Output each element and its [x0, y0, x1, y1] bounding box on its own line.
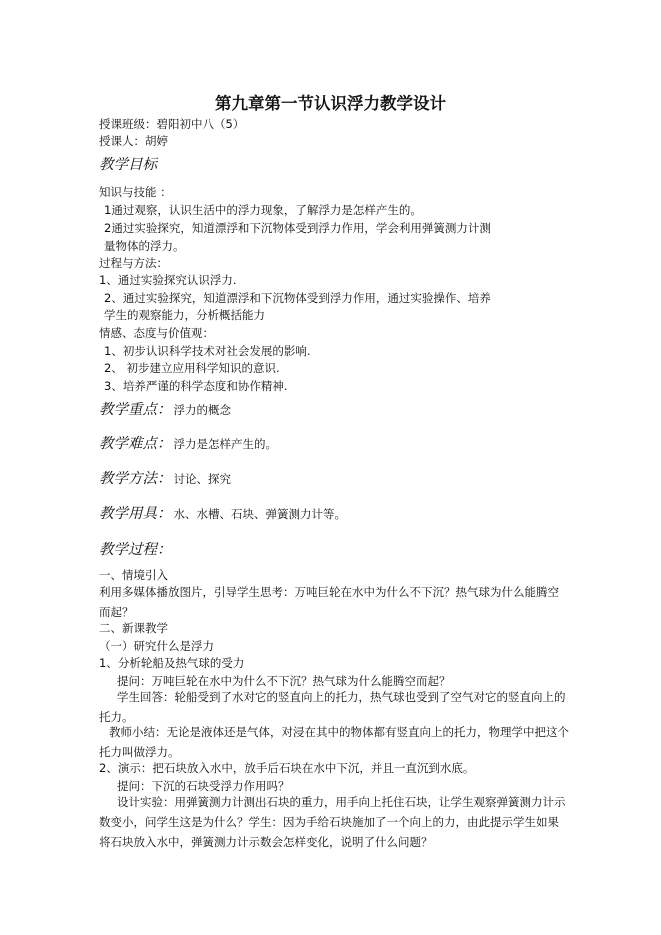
method — [99, 470, 231, 488]
knowledge-label: 知识与技能 ： — [99, 185, 172, 199]
method-value: 讨论、探究 — [173, 472, 231, 486]
question-1: 提问：万吨巨轮在水中为什么不下沉？热气球为什么能腾空而起？ — [117, 674, 451, 688]
experiment-design: 设计实验：用弹簧测力计测出石块的重力，用手向上托住石块，让学生观察弹簧测力计示数变小，问学生这是为什么？学生：因为手给石块施加了一个向上的力，由此提示学生如果将石块放入水中，弹簧测力计示数会怎样变化，说明了什么问题？ — [99, 795, 566, 849]
teacher-summary: 教师小结：无论是液体还是气体，对浸在其中的物体都有竖直向上的托力，物理学中把这个托力叫做浮力。 — [99, 725, 569, 759]
section-2-title: 二、新课教学 — [99, 621, 168, 635]
page-title: 第九章第一节认识浮力教学设计 — [215, 94, 446, 113]
key-point-value: 浮力的概念 — [173, 403, 231, 417]
process-item-2a: 2、通过实验探究，知道漂浮和下沉物体受到浮力作用，通过实验操作、培养 — [104, 291, 491, 305]
question-2: 提问：下沉的石块受浮力作用吗？ — [117, 779, 290, 793]
teacher-line: 授课人：胡婷 — [99, 134, 168, 148]
knowledge-item-2a: 2通过实验探究，知道漂浮和下沉物体受到浮力作用，学会利用弹簧测力计测 — [104, 221, 491, 235]
emotion-item-3: 3、培养严谨的科学态度和协作精神. — [104, 379, 288, 393]
knowledge-item-2b: 量物体的浮力。 — [104, 239, 185, 253]
tools-label: 教学用具： — [99, 506, 172, 522]
difficulty-label: 教学难点： — [99, 436, 172, 452]
difficulty — [99, 435, 277, 453]
answer-1: 学生回答：轮船受到了水对它的竖直向上的托力，热气球也受到了空气对它的竖直向上的托力。 — [99, 690, 566, 724]
emotion-item-2: 2、 初步建立应用科学知识的意识. — [104, 361, 280, 375]
difficulty-value: 浮力是怎样产生的。 — [173, 437, 277, 451]
section-1-text: 利用多媒体播放图片，引导学生思考：万吨巨轮在水中为什么不下沉？热气球为什么能腾空而起？ — [99, 585, 559, 619]
section-1-title: 一、情境引入 — [99, 568, 168, 582]
method-label: 教学方法： — [99, 471, 172, 487]
tools — [99, 505, 346, 523]
class-line: 授课班级：碧阳初中八（5） — [99, 117, 245, 131]
item-2-title: 2、演示：把石块放入水中，放手后石块在水中下沉，并且一直沉到水底。 — [99, 761, 475, 775]
process-method-label: 过程与方法： — [99, 256, 168, 270]
process-heading: 教学过程： — [99, 542, 172, 558]
knowledge-item-1: 1通过观察，认识生活中的浮力现象，了解浮力是怎样产生的。 — [104, 203, 422, 217]
emotion-label: 情感、态度与价值观： — [99, 326, 214, 340]
process-item-2b: 学生的观察能力，分析概括能力 — [104, 308, 265, 322]
emotion-item-1: 1、初步认识科学技术对社会发展的影响. — [104, 344, 311, 358]
process-item-1: 1、通过实验探究认识浮力. — [99, 273, 237, 287]
subsection-1-title: （一）研究什么是浮力 — [99, 639, 214, 653]
key-point-label: 教学重点： — [99, 402, 172, 418]
objectives-heading: 教学目标 — [99, 157, 157, 173]
key-point — [99, 401, 231, 419]
tools-value: 水、水槽、石块、弹簧测力计等。 — [173, 507, 346, 521]
item-1-title: 1、分析轮船及热气球的受力 — [99, 656, 245, 670]
